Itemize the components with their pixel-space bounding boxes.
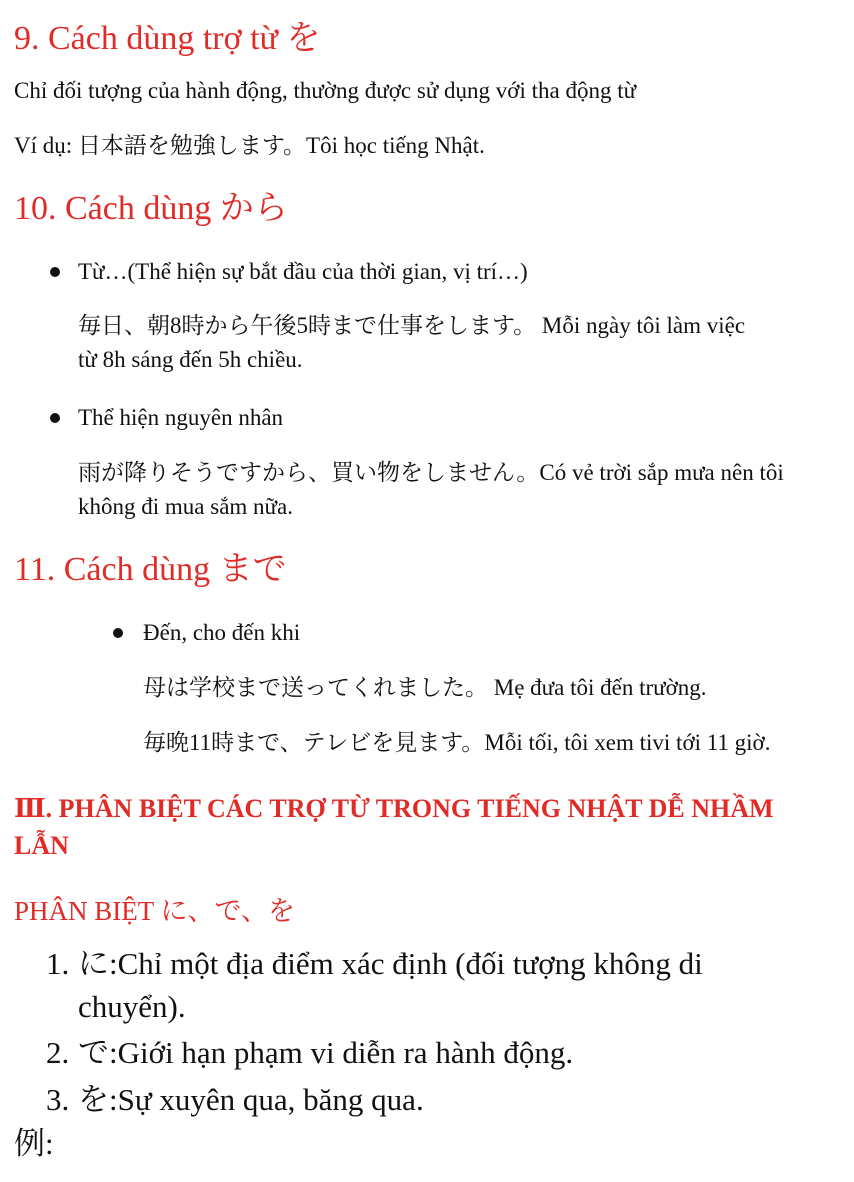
section-10-example-2-line-2: không đi mua sắm nữa. — [78, 494, 293, 519]
section-11-example-2: 毎晩11時まで、テレビを見ます。Mỗi tối, tôi xem tivi tới 11 giờ. — [143, 730, 771, 755]
list-item-2-number: 2. — [46, 1035, 70, 1070]
section-3-title-line-2: LẪN — [14, 831, 69, 860]
section-9-example: Ví dụ: 日本語を勉強します。Tôi học tiếng Nhật. — [14, 133, 485, 158]
example-label: 例: — [14, 1126, 54, 1161]
bullet-icon — [113, 628, 123, 638]
section-10-example-1-line-1: 毎日、朝8時から午後5時まで仕事をします。 Mỗi ngày tôi làm việc — [78, 313, 746, 338]
section-10-heading: 10. Cách dùng から — [14, 190, 288, 227]
bullet-icon — [50, 267, 60, 277]
list-item-3-number: 3. — [46, 1082, 70, 1117]
section-11-bullet: Đến, cho đến khi — [143, 620, 301, 645]
section-10-example-2-line-1: 雨が降りそうですから、買い物をしません。Có vẻ trời sắp mưa nên tôi — [78, 460, 784, 485]
section-9-description: Chỉ đối tượng của hành động, thường được sử dụng với tha động từ — [14, 78, 637, 103]
section-10-bullet-1: Từ…(Thể hiện sự bắt đầu của thời gian, vị trí…) — [78, 259, 528, 284]
section-11-example-1: 母は学校まで送ってくれました。 Mẹ đưa tôi đến trường. — [143, 675, 707, 700]
section-10-bullet-2: Thể hiện nguyên nhân — [78, 405, 284, 430]
section-9-heading: 9. Cách dùng trợ từ を — [14, 20, 321, 57]
list-item-1-number: 1. — [46, 946, 70, 981]
section-3-title-line-1: Ⅲ. PHÂN BIỆT CÁC TRỢ TỪ TRONG TIẾNG NHẬT DỄ NHẦM — [14, 794, 774, 823]
section-3-subheading: PHÂN BIỆT に、で、を — [14, 896, 295, 926]
section-10-example-1-line-2: từ 8h sáng đến 5h chiều. — [78, 347, 303, 372]
list-item-2-text: で:Giới hạn phạm vi diễn ra hành động. — [78, 1035, 574, 1070]
bullet-icon — [50, 413, 60, 423]
list-item-1-text-line-2: chuyển). — [78, 989, 186, 1024]
list-item-3-text: を:Sự xuyên qua, băng qua. — [78, 1082, 424, 1117]
section-11-heading: 11. Cách dùng まで — [14, 551, 287, 588]
list-item-1-text: に:Chỉ một địa điểm xác định (đối tượng không di — [78, 946, 703, 981]
